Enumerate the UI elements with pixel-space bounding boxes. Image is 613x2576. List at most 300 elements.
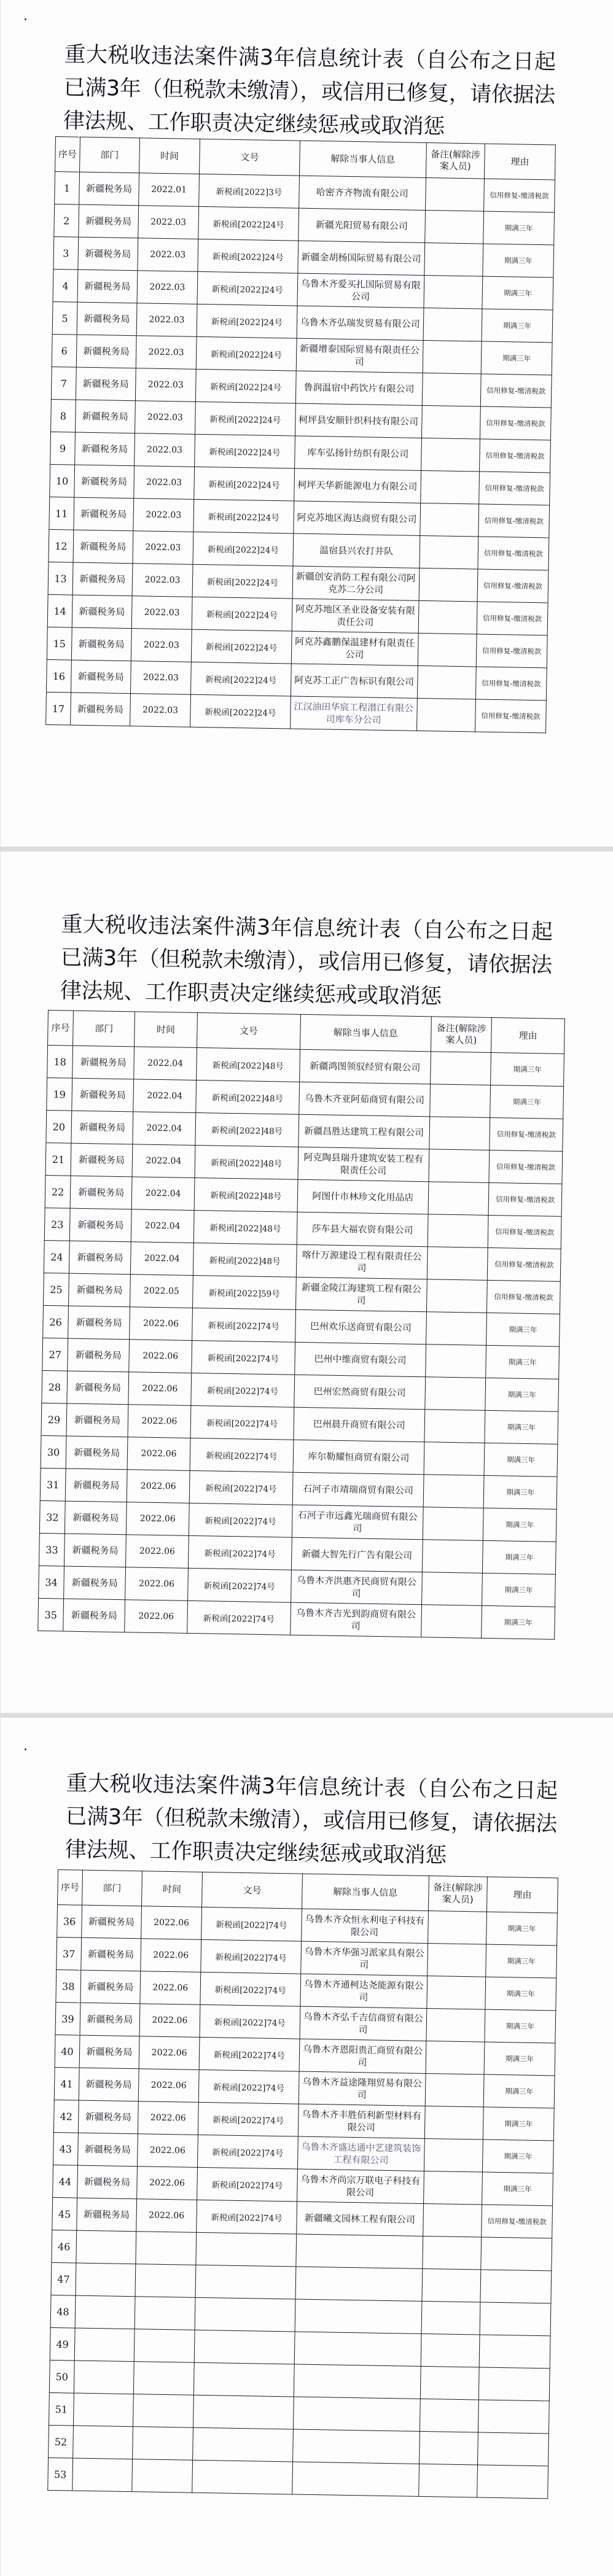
cell-index: 10 <box>50 464 75 497</box>
cell-reason: 期满三年 <box>483 1475 557 1509</box>
cell-document-number: 新税函[2022]74号 <box>189 1503 292 1537</box>
cell-party-info: 新疆昌胜达建筑工程有限公司 <box>299 1114 430 1149</box>
cell-remarks <box>419 568 478 602</box>
cell-reason: 期满三年 <box>486 1345 560 1379</box>
cell-party-info: 库车弘扬针纺织有限公司 <box>294 436 421 470</box>
cell-document-number: 新税函[2022]74号 <box>201 1939 301 1974</box>
column-header-document-number: 文号 <box>200 139 300 176</box>
cell-party-info <box>294 2332 421 2366</box>
cell-document-number: 新税函[2022]24号 <box>197 271 297 306</box>
cell-department <box>74 2361 134 2394</box>
cell-time <box>133 2362 194 2396</box>
cell-remarks <box>430 1052 491 1085</box>
cell-department: 新疆税务局 <box>64 1534 127 1567</box>
cell-department: 新疆税务局 <box>72 1078 134 1112</box>
cell-time: 2022.06 <box>130 1307 193 1341</box>
cell-department: 新疆税务局 <box>72 1046 135 1079</box>
cell-department: 新疆税务局 <box>66 1403 128 1437</box>
cell-remarks <box>421 405 480 439</box>
cell-index: 3 <box>53 236 79 270</box>
cell-reason: 期满三年 <box>482 1605 555 1639</box>
cell-document-number: 新税函[2022]74号 <box>190 1438 294 1472</box>
cell-document-number <box>196 2232 296 2267</box>
cell-document-number: 新税函[2022]74号 <box>192 1340 295 1375</box>
cell-remarks <box>421 1605 482 1639</box>
cell-document-number <box>195 2265 295 2299</box>
cell-index: 47 <box>51 2262 76 2295</box>
cell-party-info: 新疆曦文园林工程有限公司 <box>296 2202 423 2236</box>
cell-index: 48 <box>50 2295 76 2328</box>
cell-remarks <box>424 2138 483 2172</box>
cell-party-info <box>292 2462 419 2496</box>
column-header-department: 部门 <box>82 1870 142 1906</box>
cell-department: 新疆税务局 <box>77 2198 137 2232</box>
column-header-document-number: 文号 <box>197 1013 300 1050</box>
cell-time: 2022.06 <box>127 1470 190 1503</box>
cell-reason: 期满三年 <box>482 309 553 343</box>
cell-remarks <box>422 1540 483 1573</box>
cell-time: 2022.06 <box>137 2134 198 2168</box>
scan-speck <box>25 18 26 20</box>
cell-time: 2022.06 <box>125 1600 188 1634</box>
document-title: 重大税收违法案件满3年信息统计表（自公布之日起已满3年（但税款未缴清），或信用已修复，请依据法律法规、工作职责决定继续惩戒或取消惩 <box>60 912 553 1009</box>
cell-reason: 信用修复-缴清税款 <box>476 634 547 668</box>
cell-index: 16 <box>46 659 71 692</box>
cell-time: 2022.03 <box>130 661 191 695</box>
cell-time: 2022.04 <box>131 1209 194 1243</box>
cell-remarks <box>420 535 478 569</box>
cell-department: 新疆税务局 <box>74 497 134 531</box>
cell-index: 14 <box>47 594 72 627</box>
cell-reason: 期满三年 <box>485 1977 556 2011</box>
cell-index: 35 <box>38 1598 64 1631</box>
cell-index: 12 <box>49 529 74 562</box>
column-header-document-number: 文号 <box>202 1872 302 1909</box>
cell-time: 2022.03 <box>137 271 198 305</box>
cell-department: 新疆税务局 <box>71 627 131 661</box>
cell-remarks <box>425 2073 484 2107</box>
cell-index: 22 <box>45 1175 71 1208</box>
cell-document-number: 新税函[2022]48号 <box>193 1210 297 1244</box>
cell-reason: 期满三年 <box>483 244 554 277</box>
cell-index: 46 <box>52 2230 77 2263</box>
cell-remarks <box>416 698 475 732</box>
cell-time: 2022.03 <box>134 433 195 467</box>
cell-index: 31 <box>40 1468 66 1501</box>
cell-department: 新疆税务局 <box>72 595 132 629</box>
cell-index: 53 <box>48 2458 73 2491</box>
cell-time: 2022.03 <box>136 336 197 370</box>
cell-index: 39 <box>55 2002 80 2035</box>
cell-remarks <box>425 1377 486 1411</box>
cell-index: 20 <box>46 1110 72 1143</box>
document-page-3 <box>0 1718 613 2576</box>
cell-department: 新疆税务局 <box>77 2133 138 2167</box>
cell-reason: 期满三年 <box>483 211 555 245</box>
cell-index: 34 <box>39 1565 64 1599</box>
cell-document-number: 新税函[2022]74号 <box>192 1308 295 1342</box>
cell-reason: 期满三年 <box>482 2172 553 2206</box>
cell-time <box>133 2394 193 2428</box>
cell-remarks <box>427 1247 488 1281</box>
cell-party-info: 乌鲁木齐益途隆翔贸易有限公司 <box>299 2071 426 2106</box>
cell-remarks <box>418 2464 477 2497</box>
cell-document-number: 新税函[2022]24号 <box>194 467 294 501</box>
cell-department <box>72 2458 133 2492</box>
cell-remarks <box>429 1149 490 1183</box>
cell-party-info: 巴州宏然商贸有限公司 <box>294 1375 426 1410</box>
cell-reason: 信用修复-缴清税款 <box>478 504 550 538</box>
cell-remarks <box>424 1410 485 1443</box>
cell-party-info: 阿克苏鑫鹏保温建材有限责任公司 <box>291 631 418 665</box>
cell-index: 23 <box>44 1208 70 1241</box>
cell-reason: 期满三年 <box>485 1378 559 1411</box>
cell-party-info: 新疆光阳贸易有限公司 <box>298 208 425 242</box>
cell-department: 新疆税务局 <box>63 1599 125 1632</box>
cell-document-number: 新税函[2022]3号 <box>199 174 299 208</box>
cell-time: 2022.04 <box>133 1112 196 1146</box>
cell-department: 新疆税务局 <box>79 204 139 238</box>
cell-remarks <box>427 1976 486 2009</box>
cell-remarks <box>423 2171 482 2205</box>
document-page-2 <box>0 852 613 1713</box>
cell-time: 2022.04 <box>133 1079 197 1113</box>
cell-document-number: 新税函[2022]74号 <box>189 1470 293 1505</box>
cell-time <box>132 2427 193 2461</box>
cell-document-number: 新税函[2022]24号 <box>193 499 294 533</box>
cell-party-info: 乌鲁木齐众恒永利电子科技有限公司 <box>301 1909 428 1943</box>
cell-document-number: 新税函[2022]74号 <box>187 1568 291 1602</box>
cell-time: 2022.01 <box>138 173 199 207</box>
cell-remarks <box>420 503 479 537</box>
cell-party-info: 新疆大智先行广告有限公司 <box>291 1537 423 1572</box>
cell-remarks <box>424 242 483 276</box>
cell-party-info: 乌鲁木齐恩阳贵汇商贸有限公司 <box>299 2039 426 2073</box>
cell-document-number: 新税函[2022]24号 <box>195 434 295 468</box>
cell-reason: 信用修复-缴清税款 <box>478 537 549 570</box>
cell-party-info: 巴州欢乐送商贸有限公司 <box>295 1309 426 1344</box>
cell-department: 新疆税务局 <box>75 432 135 466</box>
cell-reason: 信用修复-缴清税款 <box>488 1247 561 1281</box>
cell-reason: 信用修复-缴清税款 <box>480 406 552 440</box>
cell-index: 44 <box>53 2165 78 2198</box>
cell-document-number: 新税函[2022]48号 <box>193 1243 297 1277</box>
cell-department: 新疆税务局 <box>68 1306 130 1340</box>
table-body <box>38 1046 564 1640</box>
column-header-time: 时间 <box>135 1012 198 1048</box>
cell-document-number <box>192 2460 292 2494</box>
cell-index: 4 <box>53 269 78 302</box>
cell-department: 新疆税务局 <box>71 692 131 726</box>
cell-index: 27 <box>42 1338 68 1371</box>
cell-time: 2022.03 <box>135 368 196 402</box>
cell-party-info: 乌鲁木齐弘千吉信商贸有限公司 <box>300 2006 427 2041</box>
cell-party-info: 巴州中维商贸有限公司 <box>294 1342 426 1377</box>
cell-department <box>76 2230 136 2264</box>
cell-reason: 信用修复-缴清税款 <box>475 699 547 733</box>
column-header-remarks: 备注(解除涉案人员) <box>431 1017 491 1053</box>
cell-department: 新疆税务局 <box>66 1436 128 1470</box>
cell-department: 新疆税务局 <box>77 2165 138 2199</box>
cell-reason: 信用修复-缴清税款 <box>477 569 549 603</box>
cell-document-number: 新税函[2022]74号 <box>201 1907 302 1941</box>
cell-remarks <box>423 340 482 374</box>
cell-party-info: 乌鲁木齐盛达通中艺建筑装饰工程有限公司 <box>297 2136 424 2171</box>
cell-reason: 期满三年 <box>485 2009 556 2043</box>
cell-remarks <box>429 1117 490 1150</box>
document-title: 重大税收违法案件满3年信息统计表（自公布之日起已满3年（但税款未缴清），或信用已修复，请依据法律法规、工作职责决定继续惩戒或取消惩 <box>64 1771 558 1868</box>
cell-party-info: 乌鲁木齐丰胜佰利新型材料有限公司 <box>298 2104 425 2138</box>
cell-remarks <box>424 2106 483 2140</box>
cell-index: 15 <box>47 627 72 660</box>
cell-reason: 信用修复-缴清税款 <box>488 1182 562 1216</box>
cell-party-info: 江汉油田华宸工程潜江有限公司库车分公司 <box>290 696 417 731</box>
cell-document-number: 新税函[2022]48号 <box>196 1048 300 1082</box>
cell-time: 2022.04 <box>131 1242 194 1276</box>
cell-reason: 信用修复-缴清税款 <box>480 439 551 473</box>
cell-document-number: 新税函[2022]48号 <box>195 1146 299 1180</box>
cell-index: 28 <box>42 1370 68 1403</box>
column-header-party-info: 解除当事人信息 <box>302 1874 429 1911</box>
cell-party-info: 阿图什市林珍文化用品店 <box>297 1179 429 1214</box>
cell-time: 2022.03 <box>130 694 190 727</box>
cell-reason: 信用修复-缴清税款 <box>484 179 555 212</box>
cell-remarks <box>423 2236 482 2270</box>
cell-time: 2022.06 <box>126 1535 189 1569</box>
cell-index: 45 <box>52 2197 77 2230</box>
cell-time: 2022.03 <box>138 206 199 239</box>
cell-document-number: 新税函[2022]24号 <box>192 564 292 599</box>
cell-department: 新疆税务局 <box>82 1905 142 1939</box>
scan-speck <box>25 1748 26 1750</box>
cell-remarks <box>422 2268 481 2302</box>
cell-party-info: 温宿县兴农打井队 <box>293 533 420 568</box>
column-header-index: 序号 <box>55 137 80 173</box>
cell-document-number: 新税函[2022]74号 <box>198 2102 299 2136</box>
cell-document-number: 新税函[2022]24号 <box>198 206 299 241</box>
cell-department: 新疆税务局 <box>68 1338 130 1372</box>
cell-reason: 期满三年 <box>483 1508 557 1542</box>
cell-department: 新疆税务局 <box>79 2068 139 2101</box>
cell-index: 29 <box>41 1403 67 1436</box>
cell-department: 新疆税务局 <box>78 237 138 271</box>
cell-document-number: 新税函[2022]74号 <box>187 1600 291 1635</box>
cell-time <box>135 2297 195 2330</box>
cell-time: 2022.06 <box>141 1906 201 1940</box>
cell-reason <box>477 2465 549 2499</box>
cell-reason: 信用修复-缴清税款 <box>477 602 548 635</box>
cell-index: 6 <box>52 334 77 367</box>
cell-time: 2022.03 <box>138 238 198 272</box>
cell-remarks <box>426 2041 485 2074</box>
cell-document-number <box>194 2330 294 2364</box>
cell-document-number: 新税函[2022]24号 <box>196 369 296 403</box>
cell-department: 新疆税务局 <box>71 660 131 694</box>
cell-document-number: 新税函[2022]74号 <box>197 2200 297 2234</box>
cell-document-number <box>194 2362 294 2397</box>
cell-reason: 信用修复-缴清税款 <box>480 374 552 408</box>
cell-remarks <box>417 665 476 699</box>
cell-party-info: 石河子市靖瑞商贸有限公司 <box>292 1472 424 1507</box>
cell-reason <box>480 2302 551 2336</box>
column-header-reason: 理由 <box>487 1877 558 1913</box>
cell-index: 5 <box>52 301 77 335</box>
cell-department: 新疆税务局 <box>79 172 139 206</box>
cell-party-info: 阿克苏工正广告标识有限公司 <box>291 664 418 698</box>
cell-document-number <box>195 2297 295 2332</box>
cell-party-info: 阿克苏地区圣业设备安装有限责任公司 <box>292 599 419 633</box>
cell-document-number: 新税函[2022]24号 <box>193 532 293 566</box>
cell-department: 新疆税务局 <box>75 400 135 433</box>
column-header-remarks: 备注(解除涉案人员) <box>426 143 485 179</box>
cell-time: 2022.03 <box>134 466 195 500</box>
cell-department: 新疆税务局 <box>79 2035 139 2069</box>
cell-time <box>134 2329 195 2363</box>
cell-document-number: 新税函[2022]74号 <box>191 1373 295 1407</box>
cell-reason: 期满三年 <box>483 2107 554 2141</box>
cell-department: 新疆税务局 <box>76 367 136 401</box>
cell-time: 2022.03 <box>133 531 193 565</box>
cell-time: 2022.06 <box>128 1372 192 1406</box>
cell-department <box>73 2426 133 2459</box>
cell-party-info: 新疆鸿图领驭经贸有限公司 <box>299 1049 431 1084</box>
cell-department: 新疆税务局 <box>80 2003 140 2036</box>
cell-party-info <box>295 2267 423 2301</box>
cell-remarks <box>423 2203 482 2237</box>
column-header-party-info: 解除当事人信息 <box>300 1014 431 1052</box>
cell-index: 1 <box>55 172 80 205</box>
cell-party-info <box>294 2364 421 2399</box>
cell-department: 新疆税务局 <box>65 1468 127 1502</box>
cell-time: 2022.06 <box>129 1340 192 1373</box>
cell-time <box>135 2264 196 2298</box>
cell-document-number: 新税函[2022]24号 <box>192 629 292 664</box>
cell-document-number: 新税函[2022]74号 <box>200 1972 300 2006</box>
cell-party-info: 新疆金胡杨国际贸易有限公司 <box>298 241 425 275</box>
cell-remarks <box>418 633 477 667</box>
cell-department: 新疆税务局 <box>77 302 137 336</box>
document-title: 重大税收违法案件满3年信息统计表（自公布之日起已满3年（但税款未缴清），或信用已修复，请依据法律法规、工作职责决定继续惩戒或取消惩 <box>63 42 556 139</box>
cell-remarks <box>421 2301 480 2335</box>
cell-department: 新疆税务局 <box>77 270 138 303</box>
cell-department: 新疆税务局 <box>71 1143 133 1177</box>
cell-party-info: 新疆金陵江海建筑工程有限公司 <box>295 1277 427 1312</box>
document-page-1 <box>0 0 613 847</box>
cell-remarks <box>419 2431 478 2465</box>
cell-party-info: 乌鲁木齐洪惠齐民商贸有限公司 <box>291 1570 422 1605</box>
cell-index: 33 <box>39 1533 64 1566</box>
cell-department: 新疆税务局 <box>70 1176 132 1209</box>
cell-party-info: 巴州晨升商贸有限公司 <box>294 1407 425 1442</box>
cell-document-number: 新税函[2022]48号 <box>194 1177 298 1212</box>
cell-remarks <box>428 1911 486 1945</box>
cell-index: 21 <box>45 1143 71 1176</box>
cell-index: 11 <box>49 497 74 530</box>
cell-document-number: 新税函[2022]74号 <box>198 2135 298 2169</box>
cell-document-number: 新税函[2022]74号 <box>197 2167 297 2202</box>
cell-index: 41 <box>54 2067 79 2100</box>
cell-reason: 期满三年 <box>482 276 553 310</box>
cell-time: 2022.03 <box>132 564 193 597</box>
cell-party-info <box>292 2429 420 2464</box>
column-header-remarks: 备注(解除涉案人员) <box>428 1876 487 1912</box>
cell-party-info: 乌鲁木齐亚阿茹商贸有限公司 <box>299 1082 430 1117</box>
cell-remarks <box>426 1312 486 1346</box>
cell-remarks <box>420 470 479 504</box>
cell-department: 新疆税务局 <box>76 335 136 368</box>
cell-reason: 信用修复-缴清税款 <box>490 1117 563 1151</box>
cell-time: 2022.03 <box>133 499 194 532</box>
cell-index: 37 <box>57 1937 82 1970</box>
cell-document-number: 新税函[2022]48号 <box>195 1113 299 1147</box>
cell-time: 2022.03 <box>136 303 197 337</box>
cell-time: 2022.04 <box>132 1144 195 1178</box>
cell-document-number <box>193 2427 293 2462</box>
cell-party-info: 莎车县大福农资有限公司 <box>297 1212 428 1247</box>
cell-remarks <box>428 1214 488 1248</box>
cell-index: 7 <box>51 367 76 400</box>
cell-reason: 信用修复-缴清税款 <box>488 1215 561 1249</box>
cell-department: 新疆税务局 <box>81 1938 141 1971</box>
cell-department: 新疆税务局 <box>67 1371 129 1405</box>
column-header-time: 时间 <box>141 1871 202 1907</box>
cell-document-number: 新税函[2022]24号 <box>192 597 292 631</box>
cell-reason <box>478 2432 549 2466</box>
cell-party-info: 库尔勒耀恒商贸有限公司 <box>293 1440 424 1475</box>
statistics-table <box>45 136 556 733</box>
cell-remarks <box>428 1944 486 1977</box>
cell-document-number: 新税函[2022]24号 <box>195 402 295 436</box>
cell-reason: 期满三年 <box>484 1443 558 1476</box>
cell-index: 30 <box>41 1435 66 1468</box>
cell-document-number: 新税函[2022]48号 <box>196 1080 300 1115</box>
cell-index: 17 <box>46 692 71 725</box>
cell-party-info: 新疆增泰国际贸易有限责任公司 <box>296 338 423 373</box>
cell-document-number: 新税函[2022]74号 <box>190 1405 294 1440</box>
cell-department: 新疆税务局 <box>71 1111 133 1144</box>
cell-index: 51 <box>49 2392 74 2426</box>
cell-time: 2022.04 <box>131 1177 195 1211</box>
cell-index: 32 <box>39 1500 65 1534</box>
cell-time: 2022.06 <box>138 2101 198 2135</box>
cell-reason: 信用修复-缴清税款 <box>489 1150 563 1184</box>
cell-time: 2022.03 <box>135 401 195 435</box>
cell-index: 18 <box>47 1046 73 1079</box>
cell-party-info <box>295 2299 422 2334</box>
cell-party-info: 乌鲁木齐通柯达尧能源有限公司 <box>300 1974 428 2008</box>
cell-time: 2022.03 <box>131 629 192 662</box>
cell-reason: 期满三年 <box>491 1052 564 1086</box>
table-body <box>46 172 555 733</box>
cell-department: 新疆税务局 <box>78 2100 138 2134</box>
cell-party-info <box>295 2234 423 2268</box>
cell-index: 13 <box>48 562 73 595</box>
cell-reason: 期满三年 <box>483 2140 554 2173</box>
cell-party-info: 新疆创安消防工程有限公司阿克苏二分公司 <box>292 566 420 600</box>
cell-time: 2022.06 <box>139 2036 200 2070</box>
cell-time: 2022.06 <box>128 1405 191 1438</box>
column-header-index: 序号 <box>48 1011 74 1046</box>
cell-time: 2022.06 <box>125 1567 189 1601</box>
cell-party-info: 乌鲁木齐华强习派家具有限公司 <box>300 1941 428 1976</box>
column-header-reason: 理由 <box>485 144 556 180</box>
cell-reason <box>479 2335 550 2368</box>
cell-index: 9 <box>50 432 76 465</box>
cell-reason: 期满三年 <box>486 1944 557 1978</box>
cell-index: 24 <box>44 1240 69 1273</box>
cell-document-number: 新税函[2022]24号 <box>196 336 296 371</box>
cell-time: 2022.04 <box>134 1047 197 1080</box>
